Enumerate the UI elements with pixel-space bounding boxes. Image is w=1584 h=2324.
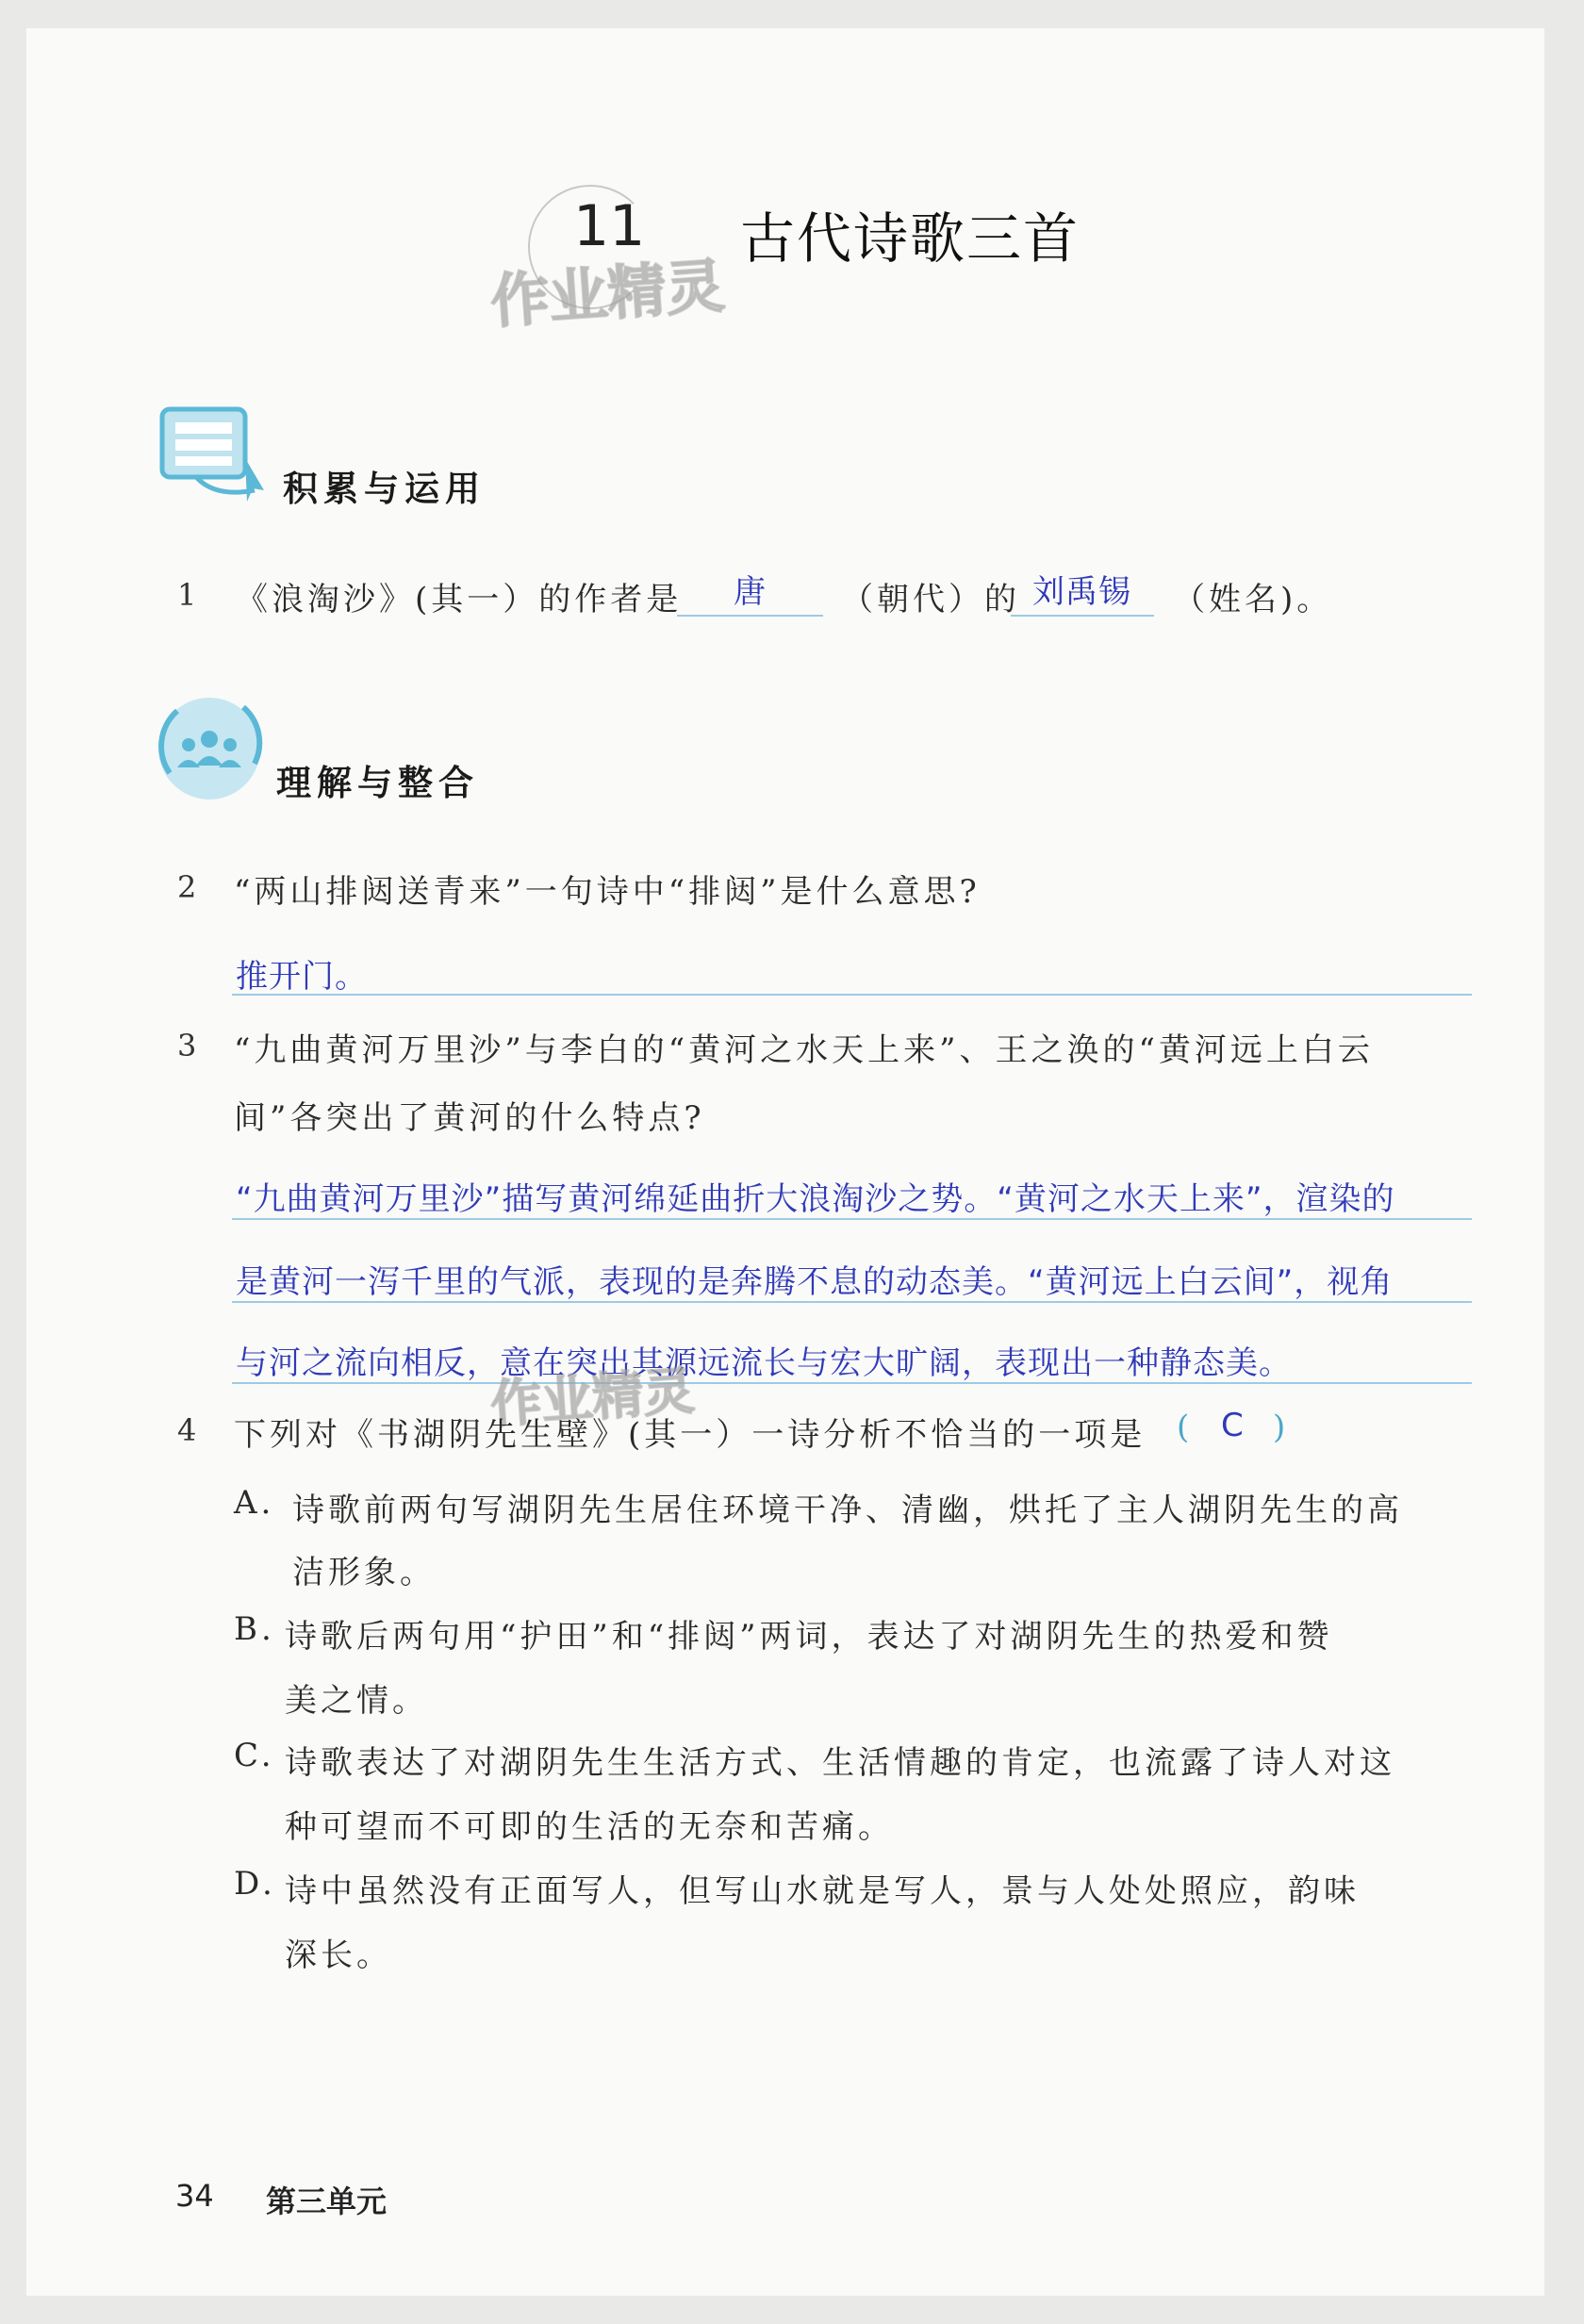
option-label: A. — [234, 1484, 275, 1522]
question-number: 2 — [177, 869, 197, 905]
answer-blank — [677, 615, 823, 617]
option-label: B. — [234, 1610, 275, 1648]
question-text: 《浪淘沙》(其一）的作者是 — [236, 581, 683, 618]
answer-text: 推开门。 — [236, 958, 368, 996]
section-title-accumulate: 积累与运用 — [283, 468, 486, 509]
workbook-page — [26, 28, 1544, 2296]
answer-text: 与河之流向相反，意在突出其源远流长与宏大旷阔，表现出一种静态美。 — [236, 1344, 1292, 1382]
option-text: 洁形象。 — [292, 1554, 436, 1591]
watermark: 作业精灵 — [488, 1360, 697, 1435]
question-text: “九曲黄河万里沙”与李白的“黄河之水天上来”、王之涣的“黄河远上白云 — [234, 1031, 1374, 1069]
answer-line — [232, 1218, 1472, 1220]
page-number: 34 — [175, 2178, 214, 2214]
option-text: 诗中虽然没有正面写人，但写山水就是写人，景与人处处照应，韵味 — [285, 1872, 1360, 1910]
option-text: 诗歌表达了对湖阴先生生活方式、生活情趣的肯定，也流露了诗人对这 — [285, 1744, 1395, 1782]
option-text: 诗歌后两句用“护田”和“排闼”两词，表达了对湖阴先生的热爱和赞 — [285, 1618, 1333, 1656]
answer-text: “九曲黄河万里沙”描写黄河绵延曲折大浪淘沙之势。“黄河之水天上来”，渲染的 — [236, 1180, 1395, 1218]
question-text: “两山排闼送青来”一句诗中“排闼”是什么意思? — [234, 873, 981, 911]
answer-blank — [1011, 615, 1154, 617]
option-text: 深长。 — [285, 1937, 392, 1974]
monitor-icon — [158, 404, 273, 507]
question-number: 1 — [177, 577, 197, 613]
answer-dynasty: 唐 — [734, 573, 767, 611]
option-label: D. — [234, 1865, 276, 1903]
watermark: 作业精灵 — [488, 251, 727, 337]
lesson-title: 古代诗歌三首 — [740, 206, 1081, 271]
answer-line — [232, 994, 1472, 996]
answer-author: 刘禹锡 — [1032, 573, 1131, 611]
question-text: 间”各突出了黄河的什么特点? — [234, 1099, 705, 1137]
unit-label: 第三单元 — [266, 2184, 388, 2219]
question-number: 4 — [177, 1412, 197, 1448]
question-text: （姓名)。 — [1173, 581, 1333, 618]
question-text: 下列对《书湖阴先生壁》(其一）一诗分析不恰当的一项是 — [234, 1416, 1147, 1454]
answer-bracket-close: ) — [1273, 1409, 1290, 1446]
option-text: 美之情。 — [285, 1682, 428, 1720]
section-title-understand: 理解与整合 — [276, 762, 479, 803]
answer-choice: C — [1221, 1407, 1245, 1444]
question-text: （朝代）的 — [841, 581, 1020, 618]
lesson-number: 11 — [573, 193, 646, 259]
answer-bracket-open: ( — [1177, 1409, 1194, 1446]
option-label: C. — [234, 1737, 275, 1774]
answer-line — [232, 1382, 1472, 1384]
option-text: 种可望而不可即的生活的无奈和苦痛。 — [285, 1808, 894, 1846]
option-text: 诗歌前两句写湖阴先生居住环境干净、清幽，烘托了主人湖阴先生的高 — [292, 1492, 1403, 1529]
people-icon — [149, 688, 272, 811]
answer-text: 是黄河一泻千里的气派，表现的是奔腾不息的动态美。“黄河远上白云间”，视角 — [236, 1263, 1394, 1301]
answer-line — [232, 1301, 1472, 1303]
question-number: 3 — [177, 1028, 197, 1063]
